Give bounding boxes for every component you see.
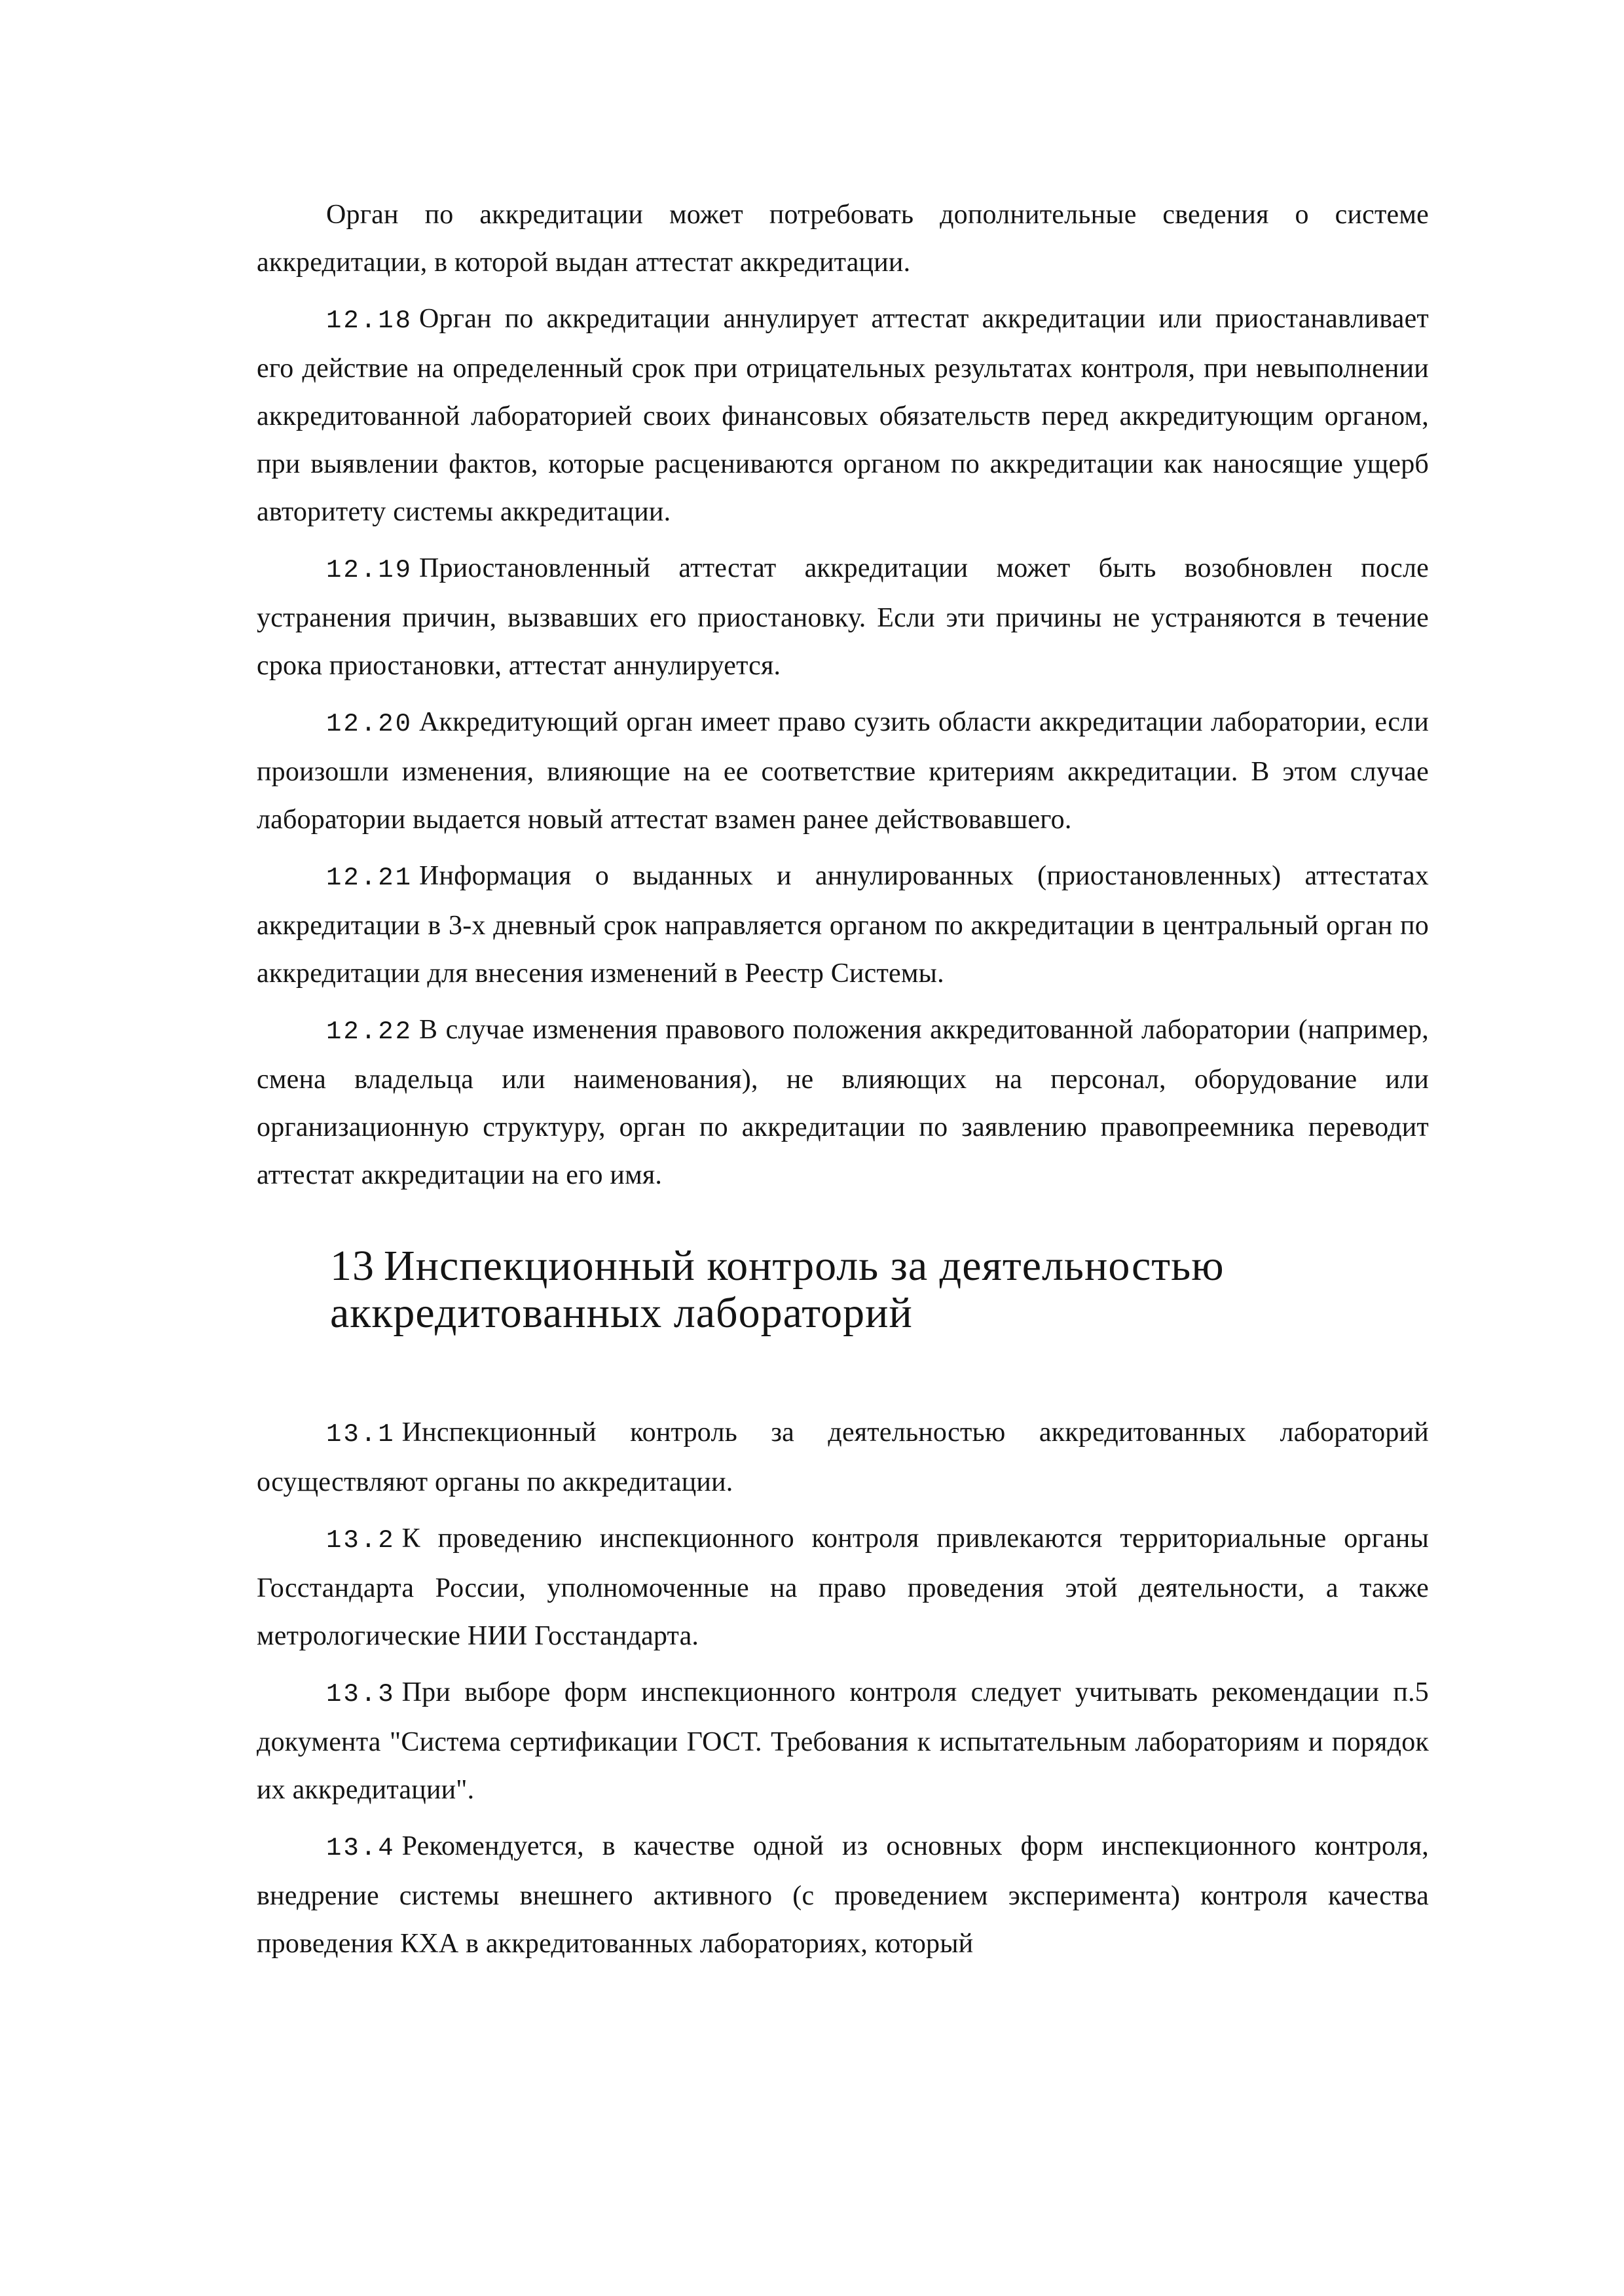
section-title-line-1: Инспекционный контроль за деятельностью — [384, 1242, 1225, 1290]
paragraph-continuation — [257, 191, 1429, 287]
paragraph-number: 13.4 — [326, 1834, 396, 1863]
paragraph-12-18 — [257, 295, 1429, 536]
paragraph-number: 12.19 — [326, 556, 413, 585]
paragraph-12-21 — [257, 852, 1429, 998]
paragraph-text: Аккредитующий орган имеет право сузить области аккредитации лаборатории, если произошли изменения, влияющие на ее соответствие критериям аккредитации. В этом случае лаборатории выдается новый аттестат взамен ранее действовавшего. — [257, 707, 1429, 835]
section-title-line-2: аккредитованных лабораторий — [330, 1289, 913, 1337]
paragraph-12-19 — [257, 545, 1429, 690]
paragraph-number: 13.2 — [326, 1526, 396, 1555]
paragraph-text: В случае изменения правового положения аккредитованной лаборатории (например, смена владельца или наименования), не влияющих на персонал, оборудование или организационную структуру, орган по аккредитации по заявлению правопреемника переводит аттестат аккредитации на его имя. — [257, 1015, 1429, 1190]
paragraph-13-4 — [257, 1823, 1429, 1968]
paragraph-text: К проведению инспекционного контроля привлекаются территориальные органы Госстандарта России, уполномоченные на право проведения этой деятельности, а также метрологические НИИ Госстандарта. — [257, 1523, 1429, 1651]
page-content — [257, 191, 1429, 1977]
paragraph-number: 12.18 — [326, 306, 413, 335]
paragraph-number: 12.22 — [326, 1017, 413, 1046]
paragraph-text: Инспекционный контроль за деятельностью аккредитованных лабораторий осуществляют органы по аккредитации. — [257, 1417, 1429, 1497]
paragraph-13-2 — [257, 1515, 1429, 1660]
paragraph-text: Рекомендуется, в качестве одной из основных форм инспекционного контроля, внедрение системы внешнего активного (с проведением эксперимента) контроля качества проведения КХА в аккредитованных лабораториях, который — [257, 1831, 1429, 1959]
paragraph-number: 12.21 — [326, 864, 413, 892]
paragraph-13-1 — [257, 1409, 1429, 1506]
paragraph-text: При выборе форм инспекционного контроля следует учитывать рекомендации п.5 документа "Система сертификации ГОСТ. Требования к испытательным лабораториям и порядок их аккредитации". — [257, 1677, 1429, 1805]
section-heading-line-1 — [330, 1243, 1429, 1290]
paragraph-number: 13.3 — [326, 1680, 396, 1709]
section-number: 13 — [330, 1242, 375, 1290]
paragraph-number: 13.1 — [326, 1420, 396, 1449]
section-heading — [330, 1243, 1429, 1337]
paragraph-text: Орган по аккредитации аннулирует аттестат аккредитации или приостанавливает его действие на определенный срок при отрицательных результатах контроля, при невыполнении аккредитованной лабораторией своих финансовых обязательств перед аккредитующим органом, при выявлении фактов, которые расцениваются органом по аккредитации как наносящие ущерб авторитету системы аккредитации. — [257, 304, 1429, 527]
paragraph-number: 12.20 — [326, 710, 413, 738]
paragraph-13-3 — [257, 1669, 1429, 1814]
paragraph-text: Информация о выданных и аннулированных (приостановленных) аттестатах аккредитации в 3-х дневный срок направляется органом по аккредитации в центральный орган по аккредитации для внесения изменений в Реестр Системы. — [257, 861, 1429, 989]
paragraph-text: Орган по аккредитации может потребовать дополнительные сведения о системе аккредитации, в которой выдан аттестат аккредитации. — [257, 200, 1429, 278]
paragraph-12-20 — [257, 699, 1429, 844]
paragraph-text: Приостановленный аттестат аккредитации может быть возобновлен после устранения причин, вызвавших его приостановку. Если эти причины не устраняются в течение срока приостановки, аттестат аннулируется. — [257, 553, 1429, 681]
paragraph-12-22 — [257, 1006, 1429, 1199]
